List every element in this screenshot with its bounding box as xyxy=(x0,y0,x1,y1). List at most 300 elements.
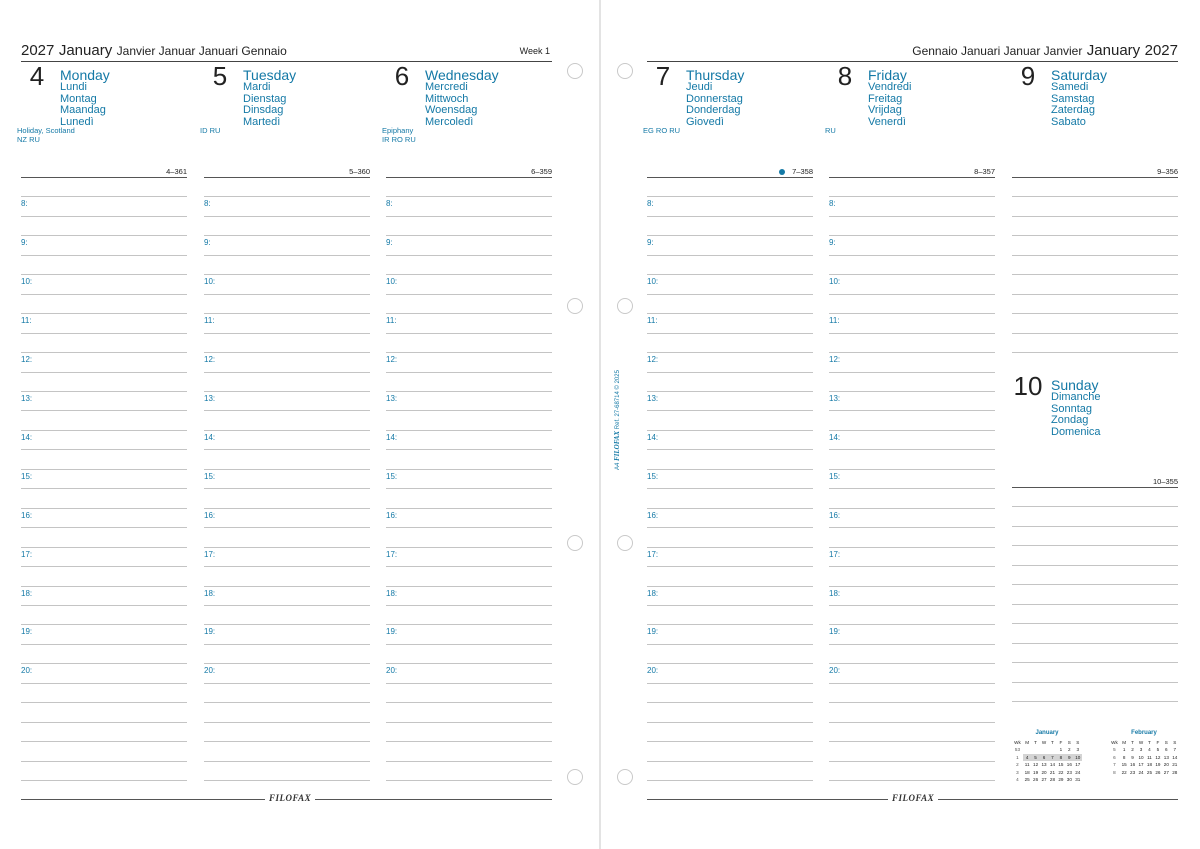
writing-line[interactable] xyxy=(829,586,995,587)
day-number: 8 xyxy=(837,61,853,91)
writing-line[interactable] xyxy=(386,761,552,762)
day-count: 6–359 xyxy=(531,167,552,176)
writing-line[interactable] xyxy=(204,274,370,275)
writing-line[interactable] xyxy=(829,527,995,528)
writing-line[interactable] xyxy=(647,313,813,314)
writing-line[interactable] xyxy=(204,605,370,606)
writing-line[interactable] xyxy=(647,547,813,548)
writing-line[interactable] xyxy=(21,547,187,548)
writing-line[interactable] xyxy=(386,780,552,781)
writing-line[interactable] xyxy=(1012,623,1178,624)
writing-line[interactable] xyxy=(386,605,552,606)
hour-label: 9: xyxy=(386,238,393,248)
mini-calendar-head-cell: M xyxy=(1025,740,1030,745)
writing-line[interactable] xyxy=(204,449,370,450)
writing-line[interactable] xyxy=(204,469,370,470)
writing-line[interactable] xyxy=(21,391,187,392)
writing-line[interactable] xyxy=(204,722,370,723)
writing-line[interactable] xyxy=(829,294,995,295)
hour-label: 15: xyxy=(829,471,841,481)
writing-line[interactable] xyxy=(386,508,552,509)
writing-line[interactable] xyxy=(647,605,813,606)
writing-line[interactable] xyxy=(386,488,552,489)
mini-calendar-cell: 2 xyxy=(1131,747,1134,753)
writing-line[interactable] xyxy=(829,196,995,197)
week-number: Week 1 xyxy=(519,46,550,56)
writing-line[interactable] xyxy=(204,547,370,548)
mini-calendar-row xyxy=(1012,754,1082,761)
writing-line[interactable] xyxy=(204,508,370,509)
writing-line[interactable] xyxy=(647,780,813,781)
writing-line[interactable] xyxy=(386,722,552,723)
writing-line[interactable] xyxy=(829,624,995,625)
writing-line[interactable] xyxy=(1012,526,1178,527)
writing-line[interactable] xyxy=(647,508,813,509)
writing-line[interactable] xyxy=(829,449,995,450)
writing-line[interactable] xyxy=(204,624,370,625)
writing-line[interactable] xyxy=(386,683,552,684)
mini-calendar-row xyxy=(1109,754,1179,761)
writing-line[interactable] xyxy=(647,410,813,411)
writing-line[interactable] xyxy=(21,508,187,509)
writing-line[interactable] xyxy=(21,527,187,528)
binder-hole xyxy=(567,535,583,551)
day-name-translation: Dimanche xyxy=(1051,391,1101,403)
writing-line[interactable] xyxy=(1012,701,1178,702)
hour-label: 16: xyxy=(204,510,216,520)
mini-calendar-cell: 21 xyxy=(1049,769,1056,775)
mini-calendar-february xyxy=(1109,730,1179,776)
writing-line[interactable] xyxy=(829,702,995,703)
writing-line[interactable] xyxy=(204,527,370,528)
writing-line[interactable] xyxy=(386,624,552,625)
writing-line[interactable] xyxy=(21,313,187,314)
writing-line[interactable] xyxy=(829,255,995,256)
writing-line[interactable] xyxy=(647,352,813,353)
mini-calendar-head-cell: F xyxy=(1059,740,1063,745)
writing-line[interactable] xyxy=(21,196,187,197)
binder-hole xyxy=(567,769,583,785)
writing-line[interactable] xyxy=(386,274,552,275)
mini-calendar-cell: 21 xyxy=(1172,762,1178,768)
writing-line[interactable] xyxy=(21,294,187,295)
writing-line[interactable] xyxy=(21,449,187,450)
writing-line[interactable] xyxy=(204,741,370,742)
mini-calendar-cell: 24 xyxy=(1138,769,1144,775)
right-header-year: 2027 xyxy=(1144,42,1178,59)
writing-line[interactable] xyxy=(829,274,995,275)
writing-line[interactable] xyxy=(647,216,813,217)
writing-line[interactable] xyxy=(21,702,187,703)
hour-label: 15: xyxy=(386,471,398,481)
day-name-translation: Giovedì xyxy=(686,115,724,128)
mini-calendar-cell: 14 xyxy=(1049,762,1056,768)
mini-calendar-head-cell: W xyxy=(1138,740,1144,745)
writing-line[interactable] xyxy=(829,722,995,723)
mini-calendar-head-cell: W xyxy=(1041,740,1047,745)
mini-calendar-cell: 6 xyxy=(1165,747,1168,753)
writing-line[interactable] xyxy=(204,255,370,256)
writing-line[interactable] xyxy=(647,702,813,703)
writing-line[interactable] xyxy=(1012,643,1178,644)
writing-line[interactable] xyxy=(21,644,187,645)
writing-line[interactable] xyxy=(386,449,552,450)
mini-calendar-cell xyxy=(1023,746,1031,753)
mini-calendar-cell: 28 xyxy=(1049,777,1056,783)
writing-line[interactable] xyxy=(386,352,552,353)
mini-calendar-cell: 17 xyxy=(1075,762,1081,768)
writing-line[interactable] xyxy=(21,683,187,684)
writing-line[interactable] xyxy=(829,741,995,742)
writing-line[interactable] xyxy=(204,313,370,314)
mini-calendar-cell: 13 xyxy=(1163,754,1169,760)
mini-calendar-row xyxy=(1012,761,1082,768)
writing-line[interactable] xyxy=(204,391,370,392)
writing-line[interactable] xyxy=(829,547,995,548)
side-brand: FILOFAX xyxy=(613,430,621,461)
left-header-year: 2027 xyxy=(21,42,55,59)
day-name-translation: Dinsdag xyxy=(243,104,284,117)
marker-dot xyxy=(779,169,785,175)
day-name-translation: Vrijdag xyxy=(868,104,902,117)
writing-line[interactable] xyxy=(204,333,370,334)
writing-line[interactable] xyxy=(204,196,370,197)
day-count: 10–355 xyxy=(1152,477,1178,486)
writing-line[interactable] xyxy=(829,430,995,431)
writing-line[interactable] xyxy=(1012,545,1178,546)
day-count-rule xyxy=(21,177,187,178)
binder-hole xyxy=(617,63,633,79)
writing-line[interactable] xyxy=(204,352,370,353)
day-name-translation: Samedi xyxy=(1051,81,1089,93)
day-count-rule xyxy=(829,177,995,178)
mini-calendar-cell xyxy=(1048,746,1056,753)
day-column-friday xyxy=(829,0,995,849)
writing-line[interactable] xyxy=(204,430,370,431)
day-column-tuesday xyxy=(204,0,370,849)
writing-line[interactable] xyxy=(829,663,995,664)
mini-calendar-january xyxy=(1012,730,1082,783)
mini-calendar-cell: 23 xyxy=(1130,769,1136,775)
writing-line[interactable] xyxy=(1012,506,1178,507)
writing-line[interactable] xyxy=(1012,565,1178,566)
writing-line[interactable] xyxy=(386,566,552,567)
holiday-line: Holiday, Scotland xyxy=(17,126,75,135)
writing-line[interactable] xyxy=(386,663,552,664)
writing-line[interactable] xyxy=(204,294,370,295)
day-name-translation: Mercredi xyxy=(425,81,468,93)
mini-calendar-title: January xyxy=(1035,730,1059,736)
mini-calendar-cell: 4 xyxy=(1148,747,1151,753)
hour-label: 19: xyxy=(21,627,33,637)
mini-calendar-cell: 2 xyxy=(1068,747,1071,753)
writing-line[interactable] xyxy=(204,372,370,373)
mini-calendar-row xyxy=(1012,769,1082,776)
writing-line[interactable] xyxy=(829,216,995,217)
mini-calendar-cell: 12 xyxy=(1033,762,1039,768)
writing-line[interactable] xyxy=(386,196,552,197)
writing-line[interactable] xyxy=(21,722,187,723)
writing-line[interactable] xyxy=(829,605,995,606)
writing-line[interactable] xyxy=(647,488,813,489)
writing-line[interactable] xyxy=(386,333,552,334)
writing-line[interactable] xyxy=(647,527,813,528)
mini-calendar-cell: 17 xyxy=(1138,762,1144,768)
writing-line[interactable] xyxy=(647,196,813,197)
day-name-translation: Woensdag xyxy=(425,104,478,117)
writing-line[interactable] xyxy=(829,761,995,762)
hour-label: 8: xyxy=(204,199,211,209)
mini-calendar-cell: 12 xyxy=(1155,754,1161,760)
writing-line[interactable] xyxy=(647,741,813,742)
writing-line[interactable] xyxy=(647,255,813,256)
hour-label: 20: xyxy=(21,666,33,676)
writing-line[interactable] xyxy=(21,663,187,664)
right-footer-brand: FILOFAX xyxy=(888,793,938,803)
hour-label: 9: xyxy=(204,238,211,248)
writing-line[interactable] xyxy=(647,722,813,723)
hour-label: 16: xyxy=(829,510,841,520)
writing-line[interactable] xyxy=(829,488,995,489)
writing-line[interactable] xyxy=(647,683,813,684)
day-name-translation: Domenica xyxy=(1051,425,1101,438)
right-header-month: January xyxy=(1086,42,1141,59)
hour-label: 9: xyxy=(647,238,654,248)
writing-line[interactable] xyxy=(204,488,370,489)
writing-line[interactable] xyxy=(386,430,552,431)
writing-line[interactable] xyxy=(204,410,370,411)
mini-calendar-grid xyxy=(1109,739,1179,776)
writing-line[interactable] xyxy=(647,235,813,236)
day-number: 5 xyxy=(212,61,228,91)
writing-line[interactable] xyxy=(829,780,995,781)
mini-calendar-cell: 14 xyxy=(1172,754,1178,760)
mini-calendar-cell: 26 xyxy=(1155,769,1161,775)
hour-label: 16: xyxy=(21,510,33,520)
writing-line[interactable] xyxy=(386,313,552,314)
day-count-rule xyxy=(386,177,552,178)
writing-line[interactable] xyxy=(386,255,552,256)
mini-calendar-cell: 15 xyxy=(1058,762,1064,768)
left-footer-brand: FILOFAX xyxy=(265,793,315,803)
writing-line[interactable] xyxy=(386,469,552,470)
writing-line[interactable] xyxy=(647,430,813,431)
hour-label: 16: xyxy=(647,510,659,520)
mini-calendar-cell: 4 xyxy=(1016,777,1019,783)
day-name-translation: Samstag xyxy=(1051,92,1095,105)
day-name-translation: Maandag xyxy=(60,104,106,117)
day-number: 7 xyxy=(655,61,671,91)
side-size: A4 xyxy=(615,462,621,470)
writing-line[interactable] xyxy=(204,235,370,236)
mini-calendar-head-cell: S xyxy=(1067,740,1071,745)
writing-line[interactable] xyxy=(829,313,995,314)
writing-line[interactable] xyxy=(647,469,813,470)
writing-line[interactable] xyxy=(21,410,187,411)
holiday-line: ID RU xyxy=(200,126,221,135)
writing-line[interactable] xyxy=(21,741,187,742)
day-column-wednesday xyxy=(386,0,552,849)
mini-calendar-cell: 3 xyxy=(1016,769,1019,775)
mini-calendar-grid xyxy=(1012,739,1082,783)
binder-hole xyxy=(567,63,583,79)
writing-line[interactable] xyxy=(386,547,552,548)
hour-label: 14: xyxy=(21,432,33,442)
mini-calendar-cell: 5 xyxy=(1031,754,1039,761)
writing-line[interactable] xyxy=(647,644,813,645)
mini-calendar-cell: 27 xyxy=(1163,769,1169,775)
writing-line[interactable] xyxy=(21,624,187,625)
writing-line[interactable] xyxy=(204,663,370,664)
writing-line[interactable] xyxy=(647,449,813,450)
writing-line[interactable] xyxy=(647,391,813,392)
mini-calendar-row xyxy=(1109,746,1179,753)
mini-calendar-row xyxy=(1109,769,1179,776)
day-name-translation: Zaterdag xyxy=(1051,104,1096,117)
writing-line[interactable] xyxy=(21,352,187,353)
mini-calendar-cell: 29 xyxy=(1058,777,1064,783)
mini-calendar-cell: 53 xyxy=(1014,747,1021,753)
writing-line[interactable] xyxy=(647,663,813,664)
mini-calendar-cell: 9 xyxy=(1131,754,1134,760)
mini-calendar-title: February xyxy=(1131,730,1157,736)
binder-hole xyxy=(617,535,633,551)
writing-line[interactable] xyxy=(21,761,187,762)
mini-calendar-head-cell: S xyxy=(1076,740,1080,745)
mini-calendar-cell: 19 xyxy=(1155,762,1161,768)
writing-line[interactable] xyxy=(829,683,995,684)
writing-line[interactable] xyxy=(1012,604,1178,605)
writing-line[interactable] xyxy=(386,372,552,373)
mini-calendar-cell: 3 xyxy=(1076,747,1080,753)
hour-label: 8: xyxy=(829,199,836,209)
binder-hole xyxy=(617,298,633,314)
writing-line[interactable] xyxy=(21,372,187,373)
writing-line[interactable] xyxy=(21,780,187,781)
writing-line[interactable] xyxy=(21,216,187,217)
writing-line[interactable] xyxy=(21,488,187,489)
hour-label: 16: xyxy=(386,510,398,520)
hour-label: 13: xyxy=(204,393,216,403)
writing-line[interactable] xyxy=(386,741,552,742)
mini-calendar-cell: 18 xyxy=(1024,769,1030,775)
day-name-translation: Vendredi xyxy=(868,81,912,93)
writing-line[interactable] xyxy=(21,430,187,431)
writing-line[interactable] xyxy=(386,235,552,236)
writing-line[interactable] xyxy=(386,586,552,587)
writing-line[interactable] xyxy=(21,333,187,334)
writing-line[interactable] xyxy=(204,644,370,645)
writing-line[interactable] xyxy=(829,235,995,236)
writing-line[interactable] xyxy=(1012,682,1178,683)
hour-label: 14: xyxy=(204,432,216,442)
writing-line[interactable] xyxy=(21,235,187,236)
writing-line[interactable] xyxy=(647,372,813,373)
hour-label: 9: xyxy=(21,238,28,248)
day-name-translation: Venerdì xyxy=(868,115,906,128)
writing-line[interactable] xyxy=(21,566,187,567)
hour-label: 12: xyxy=(647,355,659,364)
writing-line[interactable] xyxy=(829,566,995,567)
mini-calendar-cell: 7 xyxy=(1113,762,1116,768)
writing-line[interactable] xyxy=(647,566,813,567)
writing-line[interactable] xyxy=(204,702,370,703)
writing-line[interactable] xyxy=(21,255,187,256)
writing-line[interactable] xyxy=(1012,662,1178,663)
writing-line[interactable] xyxy=(204,780,370,781)
day-number: 9 xyxy=(1020,61,1036,91)
writing-line[interactable] xyxy=(386,644,552,645)
writing-line[interactable] xyxy=(21,605,187,606)
writing-line[interactable] xyxy=(829,508,995,509)
writing-line[interactable] xyxy=(829,372,995,373)
mini-calendar-cell: 25 xyxy=(1024,777,1030,783)
hour-label: 13: xyxy=(829,393,841,403)
writing-line[interactable] xyxy=(204,566,370,567)
writing-line[interactable] xyxy=(829,469,995,470)
writing-line[interactable] xyxy=(21,586,187,587)
writing-line[interactable] xyxy=(647,294,813,295)
mini-calendar-cell xyxy=(1031,746,1039,753)
day-number: 4 xyxy=(29,61,45,91)
mini-calendar-cell: 20 xyxy=(1041,769,1047,775)
day-column-sunday xyxy=(1012,0,1178,849)
day-name-translation: Donderdag xyxy=(686,104,741,117)
mini-calendar-cell: 11 xyxy=(1147,754,1152,760)
writing-line[interactable] xyxy=(829,410,995,411)
mini-calendar-head-cell: F xyxy=(1156,740,1160,745)
mini-calendar-row xyxy=(1109,761,1179,768)
writing-line[interactable] xyxy=(1012,584,1178,585)
writing-line[interactable] xyxy=(647,761,813,762)
writing-line[interactable] xyxy=(829,391,995,392)
writing-line[interactable] xyxy=(21,274,187,275)
hour-label: 19: xyxy=(204,627,216,637)
hour-label: 19: xyxy=(386,627,398,637)
writing-line[interactable] xyxy=(647,274,813,275)
writing-line[interactable] xyxy=(647,586,813,587)
mini-calendar-cell: 8 xyxy=(1057,754,1065,761)
mini-calendar-cell: 4 xyxy=(1023,754,1031,761)
writing-line[interactable] xyxy=(386,410,552,411)
writing-line[interactable] xyxy=(204,761,370,762)
writing-line[interactable] xyxy=(204,216,370,217)
day-count: 8–357 xyxy=(974,167,995,176)
hour-label: 20: xyxy=(829,666,841,676)
writing-line[interactable] xyxy=(386,702,552,703)
mini-calendar-cell: 5 xyxy=(1156,747,1160,753)
hour-label: 19: xyxy=(647,627,659,637)
mini-calendar-cell: 7 xyxy=(1173,747,1177,753)
day-name-translation: Montag xyxy=(60,92,97,105)
hour-label: 15: xyxy=(21,471,33,481)
mini-calendar-cell: 27 xyxy=(1041,777,1047,783)
mini-calendar-cell: 1 xyxy=(1122,747,1126,753)
writing-line[interactable] xyxy=(386,294,552,295)
writing-line[interactable] xyxy=(21,469,187,470)
writing-line[interactable] xyxy=(386,391,552,392)
writing-line[interactable] xyxy=(386,527,552,528)
writing-line[interactable] xyxy=(829,352,995,353)
writing-line[interactable] xyxy=(204,586,370,587)
writing-line[interactable] xyxy=(647,333,813,334)
writing-line[interactable] xyxy=(204,683,370,684)
writing-line[interactable] xyxy=(829,333,995,334)
writing-line[interactable] xyxy=(647,624,813,625)
writing-line[interactable] xyxy=(386,216,552,217)
writing-line[interactable] xyxy=(829,644,995,645)
hour-label: 15: xyxy=(204,471,216,481)
